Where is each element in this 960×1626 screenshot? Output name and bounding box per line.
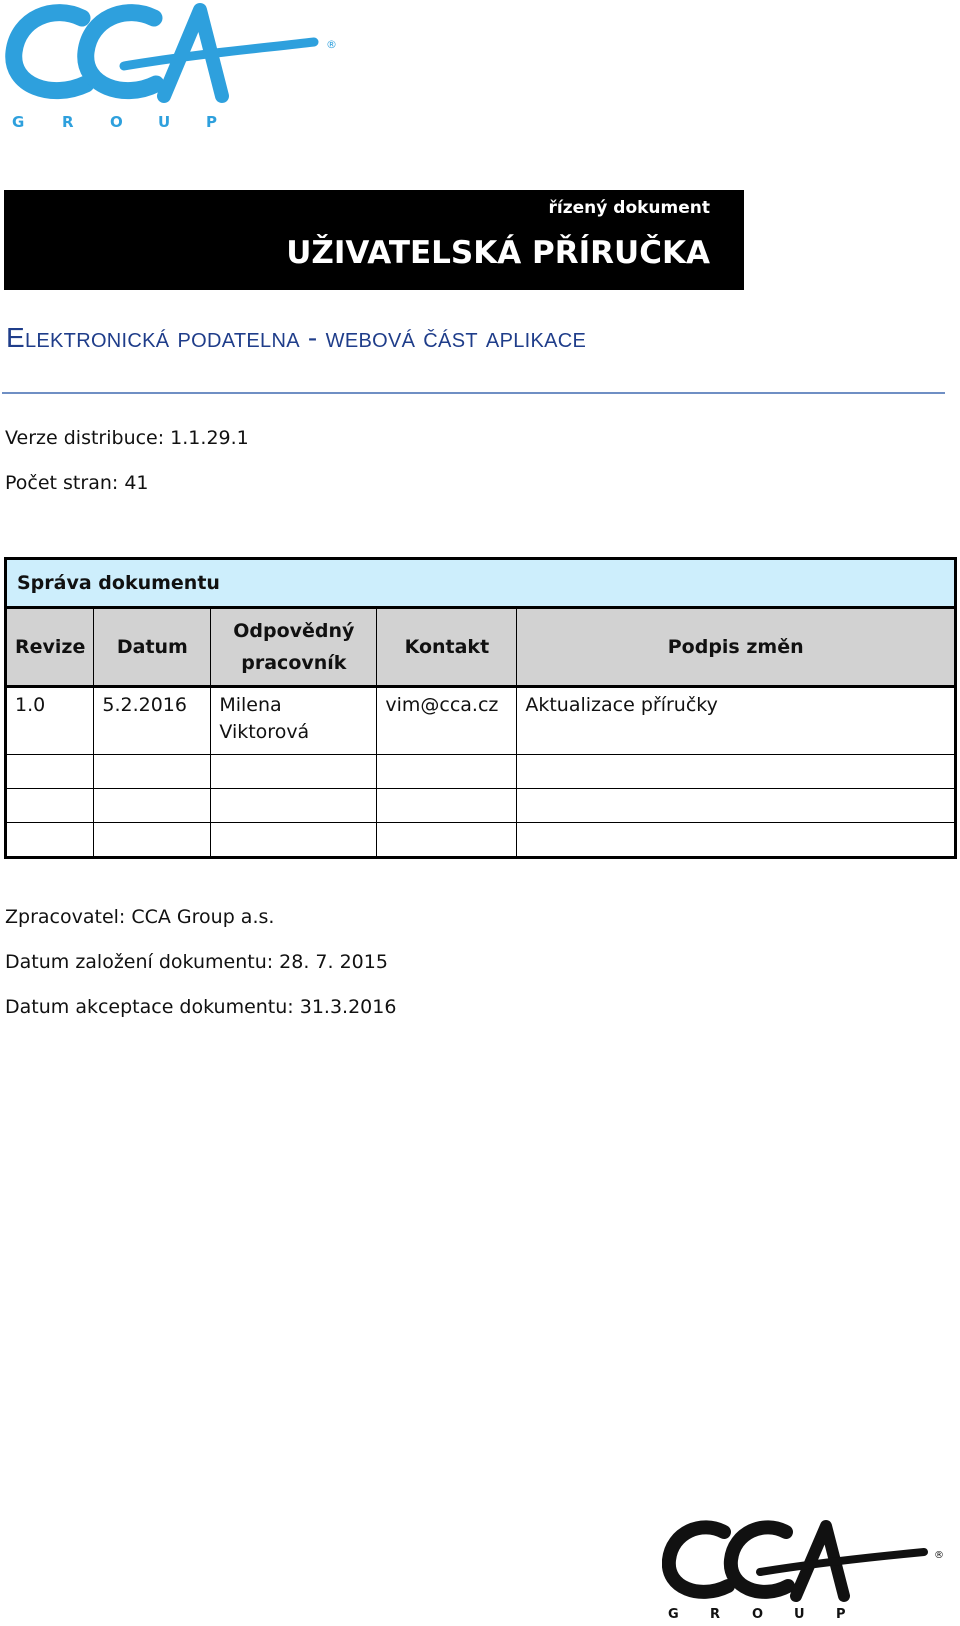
- svg-text:O: O: [752, 1607, 764, 1622]
- svg-text:U: U: [794, 1607, 805, 1622]
- cell-pracovnik: Milena Viktorová: [211, 687, 377, 755]
- svg-text:®: ®: [934, 1550, 944, 1561]
- table-row-empty: [6, 823, 956, 858]
- cell-datum: 5.2.2016: [94, 687, 211, 755]
- document-management-table: [4, 557, 957, 859]
- accepted-date-line: Datum akceptace dokumentu: 31.3.2016: [5, 996, 397, 1018]
- svg-text:®: ®: [326, 38, 337, 51]
- svg-text:U: U: [158, 113, 171, 131]
- svg-text:G: G: [12, 113, 25, 131]
- col-odpovedny-pracovnik: Odpovědný pracovník: [211, 608, 377, 687]
- cell-kontakt[interactable]: vim@cca.cz: [377, 687, 517, 755]
- version-line: Verze distribuce: 1.1.29.1: [5, 427, 249, 449]
- cca-group-logo-bottom: [662, 1518, 952, 1623]
- svg-text:O: O: [110, 113, 123, 131]
- title-box: [4, 190, 744, 290]
- cell-revize: 1.0: [6, 687, 94, 755]
- created-date-line: Datum založení dokumentu: 28. 7. 2015: [5, 951, 388, 973]
- col-datum: Datum: [94, 608, 211, 687]
- processor-line: Zpracovatel: CCA Group a.s.: [5, 906, 275, 928]
- section-title: Správa dokumentu: [6, 559, 956, 608]
- document-title: UŽIVATELSKÁ PŘÍRUČKA: [286, 235, 710, 271]
- controlled-document-label: řízený dokument: [548, 198, 710, 218]
- col-podpis-zmen: Podpis změn: [517, 608, 956, 687]
- svg-text:G: G: [668, 1607, 679, 1622]
- svg-text:P: P: [206, 113, 217, 131]
- table-row: [6, 687, 956, 755]
- cca-group-logo-top: [4, 0, 344, 135]
- col-revize: Revize: [6, 608, 94, 687]
- table-row-empty: [6, 755, 956, 789]
- col-kontakt: Kontakt: [377, 608, 517, 687]
- cell-podpis-zmen: Aktualizace příručky: [517, 687, 956, 755]
- svg-text:R: R: [710, 1607, 721, 1622]
- table-header-row: [6, 608, 956, 687]
- application-name: Elektronická podatelna - webová část aplikace: [6, 322, 587, 353]
- table-section-header: [6, 559, 956, 608]
- svg-text:P: P: [836, 1607, 846, 1622]
- page-count-line: Počet stran: 41: [5, 472, 149, 494]
- title-divider: [2, 392, 945, 394]
- svg-text:R: R: [62, 113, 74, 131]
- table-row-empty: [6, 789, 956, 823]
